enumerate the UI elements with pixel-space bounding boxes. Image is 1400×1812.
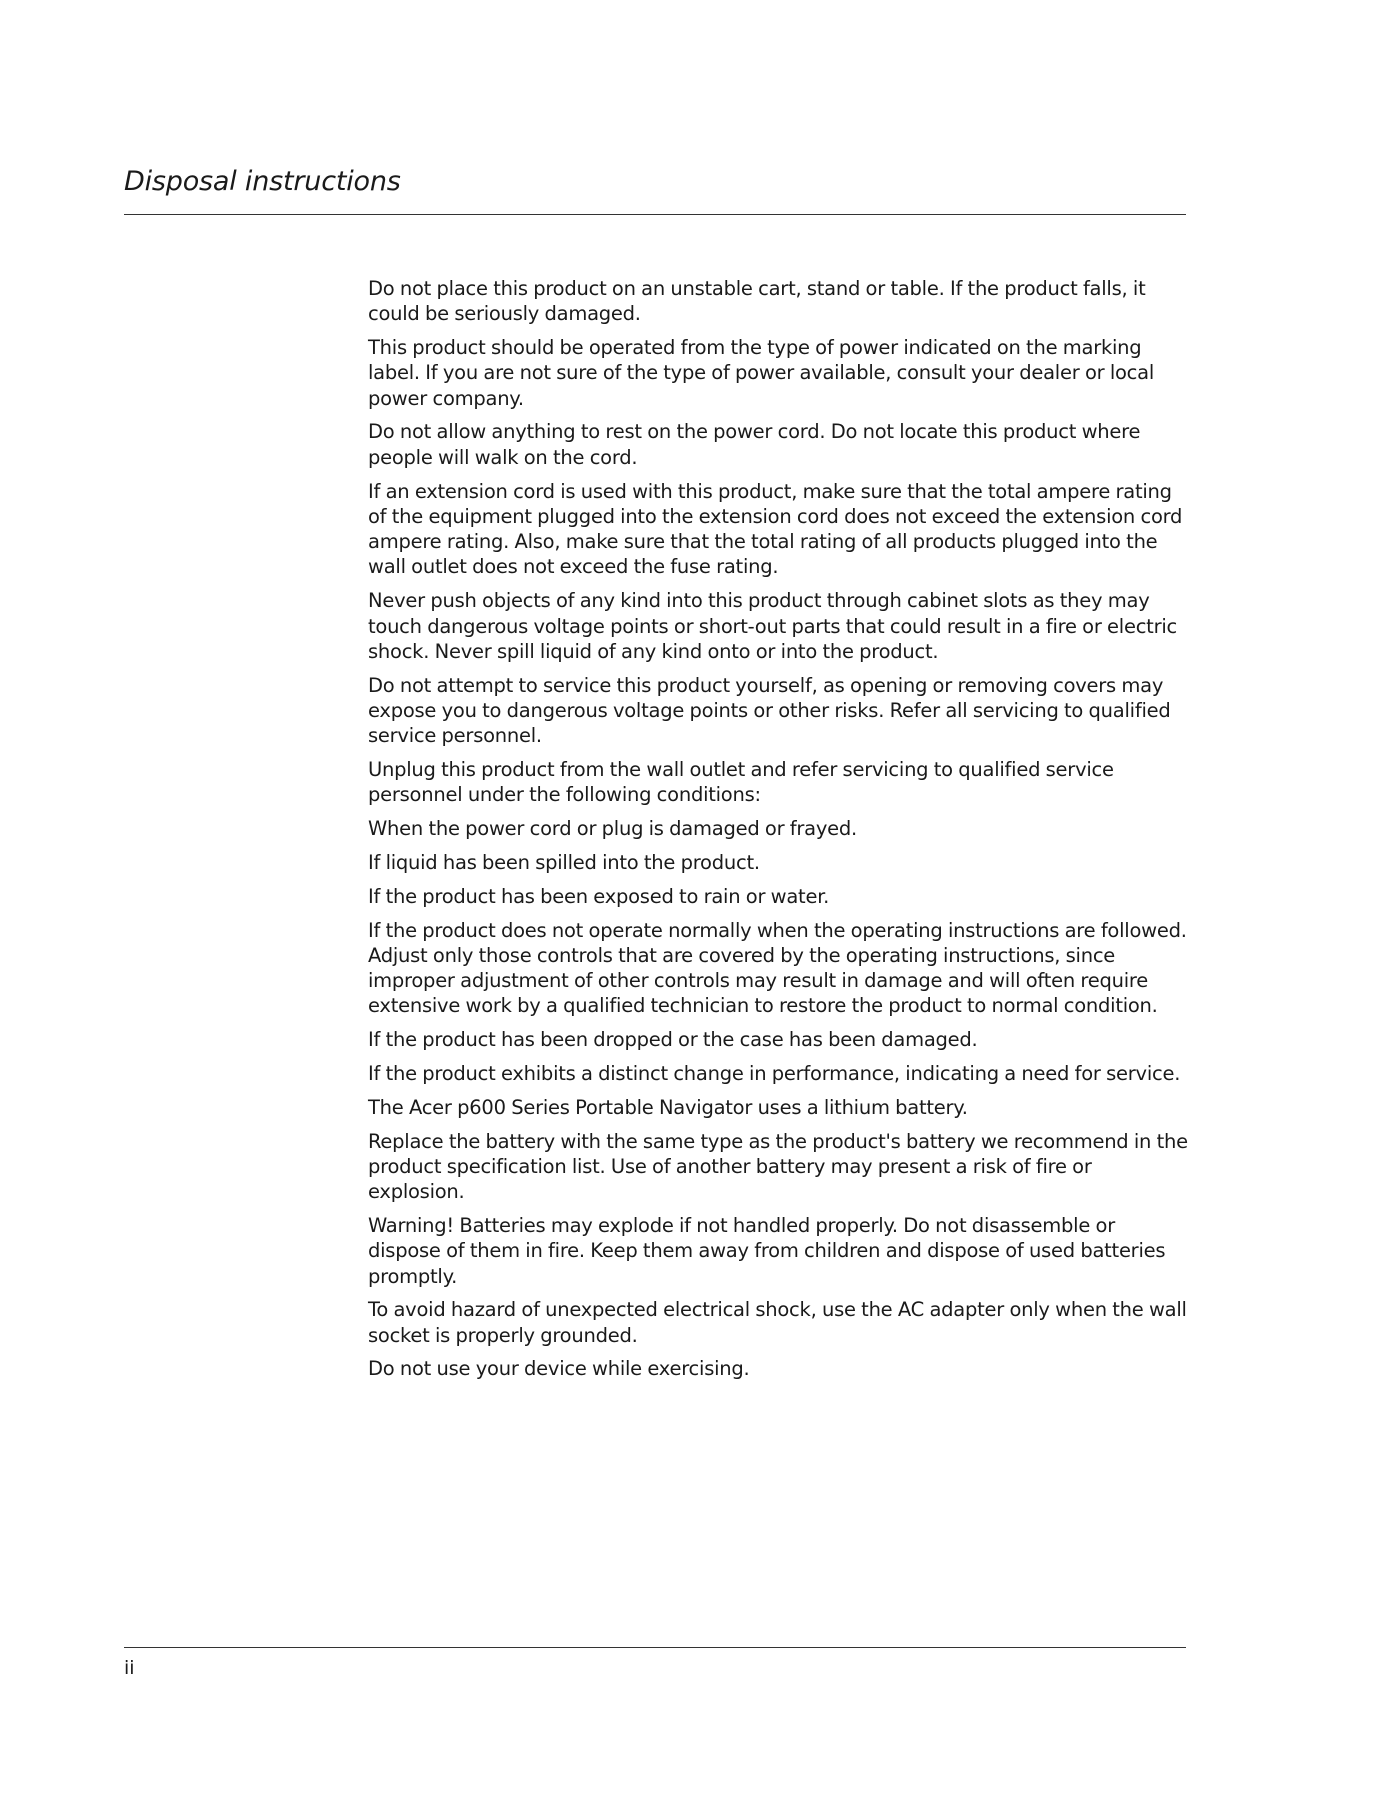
header-rule bbox=[124, 214, 1186, 215]
paragraph-liquid-spilled: If liquid has been spilled into the product. bbox=[368, 850, 760, 874]
body-text bbox=[368, 276, 1188, 1390]
page-number: ii bbox=[124, 1657, 135, 1679]
paragraph-dropped: If the product has been dropped or the case has been damaged. bbox=[368, 1028, 978, 1052]
paragraph-unplug-conditions: Unplug this product from the wall outlet and refer servicing to qualified service personnel under the following conditions: bbox=[368, 758, 1114, 807]
paragraph-extension-cord: If an extension cord is used with this product, make sure that the total ampere rating of the equipment plugged into the extension cord does not exceed the extension cord ampere rating. Also, make sure that the total rating of all products plugged into the wall outlet does not exceed the fuse rating. bbox=[368, 479, 1183, 579]
paragraph-cabinet-slots: Never push objects of any kind into this product through cabinet slots as they may touch dangerous voltage points or short-out parts that could result in a fire or electric shock. Never spill liquid of any kind onto or into the product. bbox=[368, 589, 1177, 663]
paragraph-lithium-battery: The Acer p600 Series Portable Navigator uses a lithium battery. bbox=[368, 1095, 968, 1119]
paragraph-performance-change: If the product exhibits a distinct change in performance, indicating a need for service. bbox=[368, 1062, 1181, 1086]
paragraph-power-cord: Do not allow anything to rest on the power cord. Do not locate this product where people will walk on the cord. bbox=[368, 420, 1141, 469]
paragraph-power-type: This product should be operated from the type of power indicated on the marking label. If you are not sure of the type of power available, consult your dealer or local power company. bbox=[368, 336, 1155, 410]
paragraph-unstable-surface: Do not place this product on an unstable cart, stand or table. If the product falls, it could be seriously damaged. bbox=[368, 277, 1146, 326]
page-footer bbox=[124, 1647, 1186, 1680]
paragraph-self-service: Do not attempt to service this product yourself, as opening or removing covers may expose you to dangerous voltage points or other risks. Refer all servicing to qualified service personnel. bbox=[368, 673, 1171, 748]
paragraph-abnormal-operation: If the product does not operate normally when the operating instructions are followed. Adjust only those controls that are covered by the operating instructions, since improper adjustment of other controls may result in damage and will often require extensive work by a qualified technician to restore the product to normal condition. bbox=[368, 918, 1187, 1018]
paragraph-replace-battery: Replace the battery with the same type as the product's battery we recommend in the product specification list. Use of another battery may present a risk of fire or explosion. bbox=[368, 1129, 1188, 1204]
section-title: Disposal instructions bbox=[124, 166, 401, 197]
paragraph-rain-water: If the product has been exposed to rain or water. bbox=[368, 884, 830, 908]
footer-rule bbox=[124, 1647, 1186, 1648]
paragraph-exercising: Do not use your device while exercising. bbox=[368, 1357, 750, 1381]
paragraph-battery-warning: Warning! Batteries may explode if not handled properly. Do not disassemble or dispose of them in fire. Keep them away from children and dispose of used batteries promptly. bbox=[368, 1214, 1166, 1288]
paragraph-cord-damaged: When the power cord or plug is damaged or frayed. bbox=[368, 817, 857, 841]
paragraph-ac-adapter: To avoid hazard of unexpected electrical shock, use the AC adapter only when the wall socket is properly grounded. bbox=[368, 1298, 1187, 1347]
page-header bbox=[124, 164, 1186, 215]
